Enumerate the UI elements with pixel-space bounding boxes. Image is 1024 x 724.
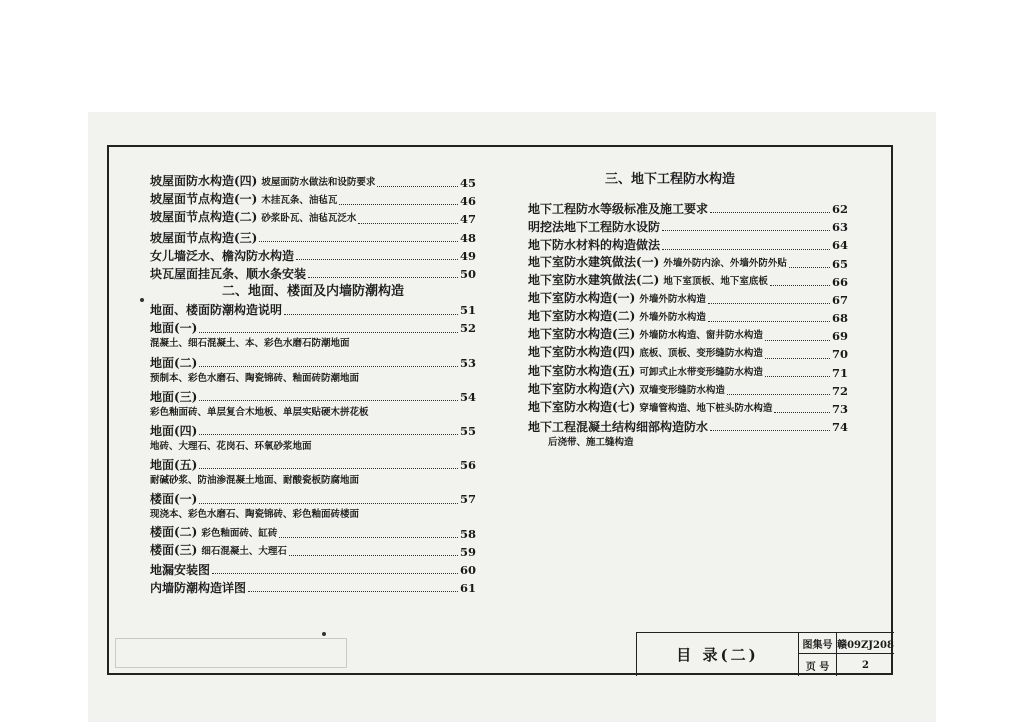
- toc-page-number: 55: [459, 424, 476, 439]
- dot-leader: [199, 503, 458, 504]
- dot-leader: [212, 573, 458, 574]
- title-block-grid: [799, 633, 894, 676]
- atlas-number-label: 图集号: [799, 633, 837, 654]
- dot-leader: [289, 555, 458, 556]
- toc-entry-title-text: 地面(五): [150, 458, 198, 473]
- toc-subentry: 现浇本、彩色水磨石、陶瓷锦砖、彩色釉面砖楼面: [150, 509, 360, 521]
- toc-page-number: 48: [459, 230, 476, 245]
- toc-entry-note: 可卸式止水带变形缝防水构造: [639, 366, 763, 378]
- toc-page-number: 72: [831, 383, 848, 398]
- toc-entry-title: [150, 229, 257, 247]
- toc-page-number: 47: [459, 212, 476, 227]
- toc-entry-title-text: 坡屋面防水构造(四): [150, 173, 258, 188]
- toc-entry: [150, 229, 476, 247]
- toc-page-number: 52: [459, 321, 476, 336]
- toc-subentry: 预制本、彩色水磨石、陶瓷锦砖、釉面砖防潮地面: [150, 372, 360, 384]
- dot-leader: [708, 321, 830, 322]
- toc-entry: [150, 265, 476, 283]
- toc-page-number: 71: [831, 365, 848, 380]
- toc-entry-title-text: 地面(二): [150, 355, 198, 370]
- atlas-number-value: 赣09ZJ208: [837, 633, 894, 654]
- toc-entry-title: [150, 523, 277, 543]
- toc-entry-title-text: 地下室防水构造(六): [528, 381, 636, 396]
- dot-leader: [770, 285, 830, 286]
- toc-entry-title: [150, 208, 356, 228]
- toc-entry-title: [150, 190, 337, 210]
- dot-leader: [662, 230, 830, 231]
- toc-entry-title-text: 地下室防水建筑做法(一): [528, 254, 660, 269]
- dot-leader: [710, 212, 830, 213]
- show-through-ghost: [115, 638, 347, 668]
- toc-subentry: 地砖、大理石、花岗石、环氧砂浆地面: [150, 441, 312, 453]
- toc-page-number: 62: [831, 201, 848, 216]
- toc-entry-title: [528, 380, 725, 400]
- toc-entry-note: 木挂瓦条、油毡瓦: [261, 195, 338, 207]
- toc-entry-title-text: 地下室防水构造(一): [528, 290, 636, 305]
- dot-leader: [199, 400, 458, 401]
- toc-entry-title-text: 地下室防水构造(四): [528, 345, 636, 360]
- toc-entry: [150, 543, 476, 561]
- toc-page-number: 49: [459, 248, 476, 263]
- toc-entry-title: [150, 247, 294, 265]
- toc-page-number: 69: [831, 329, 848, 344]
- toc-subentry: 耐碱砂浆、防油渗混凝土地面、耐酸瓷板防腐地面: [150, 475, 360, 487]
- toc-entry-note: 砂浆卧瓦、油毡瓦泛水: [261, 213, 357, 225]
- toc-page-number: 66: [831, 274, 848, 289]
- toc-page-number: 51: [459, 303, 476, 318]
- dot-leader: [199, 366, 458, 367]
- toc-page-number: 73: [831, 402, 848, 417]
- toc-subentry: 混凝土、细石混凝土、本、彩色水磨石防潮地面: [150, 338, 350, 350]
- toc-page-number: 64: [831, 238, 848, 253]
- toc-entry-note: 双墙变形缝防水构造: [639, 384, 725, 396]
- toc-right-column: [528, 200, 848, 452]
- toc-page-number: 56: [459, 458, 476, 473]
- toc-page-number: 67: [831, 292, 848, 307]
- toc-page-number: 70: [831, 347, 848, 362]
- toc-page-number: 45: [459, 175, 476, 190]
- toc-entry-title-text: 明挖法地下工程防水设防: [528, 220, 661, 235]
- toc-entry: [150, 561, 476, 579]
- toc-entry-title: [528, 289, 706, 309]
- dot-leader: [248, 591, 458, 592]
- toc-entry-title-text: 地面(一): [150, 321, 198, 336]
- toc-entry-title-text: 楼面(一): [150, 492, 198, 507]
- toc-entry-note: 彩色釉面砖、缸砖: [201, 527, 278, 539]
- toc-entry-title-text: 楼面(三): [150, 542, 198, 557]
- toc-entry-title-text: 内墙防潮构造详图: [150, 581, 247, 596]
- toc-page-number: 68: [831, 311, 848, 326]
- dot-leader: [765, 376, 830, 377]
- toc-entry: [528, 400, 848, 418]
- toc-entry-title: [528, 253, 787, 273]
- toc-entry-title-text: 地下工程防水等级标准及施工要求: [528, 201, 709, 216]
- title-block: [636, 632, 894, 676]
- dot-leader: [765, 340, 830, 341]
- toc-page-number: 59: [459, 544, 476, 559]
- toc-entry-title: [150, 265, 306, 283]
- section-heading-underground: 三、地下工程防水构造: [605, 172, 736, 187]
- drawing-title: 目 录(二): [637, 633, 799, 676]
- dot-leader: [296, 259, 458, 260]
- toc-entry-title: [150, 172, 375, 192]
- dot-leader: [339, 204, 458, 205]
- toc-entry-title-text: 地下工程混凝土结构细部构造防水: [528, 420, 709, 435]
- toc-entry-title-text: 坡屋面节点构造(三): [150, 230, 258, 245]
- dot-leader: [308, 277, 458, 278]
- toc-entry-note: 底板、顶板、变形缝防水构造: [639, 348, 763, 360]
- toc-entry-title: [150, 561, 210, 579]
- toc-entry: [150, 579, 476, 597]
- toc-entry-title: [528, 343, 763, 363]
- toc-page-number: 50: [459, 266, 476, 281]
- toc-page-number: 74: [831, 420, 848, 435]
- dot-leader: [259, 241, 458, 242]
- toc-entry-title: [528, 200, 708, 218]
- dot-leader: [199, 332, 458, 333]
- page-number-value: 2: [862, 659, 869, 671]
- toc-entry-title: [528, 398, 772, 418]
- toc-entry-title-text: 地下室防水构造(二): [528, 309, 636, 324]
- toc-entry-title-text: 地下室防水构造(七): [528, 400, 636, 415]
- toc-entry-note: 地下室顶板、地下室底板: [663, 275, 768, 287]
- toc-entry-title-text: 地面、楼面防潮构造说明: [150, 303, 283, 318]
- toc-page-number: 65: [831, 256, 848, 271]
- toc-entry-title: [528, 218, 660, 236]
- dot-leader: [710, 430, 830, 431]
- toc-subentry: 后浇带、施工缝构造: [548, 437, 634, 449]
- toc-entry-title: [528, 271, 768, 291]
- scan-speck: [140, 298, 144, 302]
- section-heading: 二、地面、楼面及内墙防潮构造: [221, 284, 404, 300]
- toc-page-number: 54: [459, 389, 476, 404]
- dot-leader: [284, 314, 458, 315]
- dot-leader: [279, 537, 458, 538]
- toc-page-number: 46: [459, 194, 476, 209]
- toc-page-number: 57: [459, 492, 476, 507]
- toc-page-number: 60: [459, 562, 476, 577]
- toc-entry-title: [528, 362, 763, 382]
- toc-entry-title-text: 地下防水材料的构造做法: [528, 238, 661, 253]
- toc-entry-note: 外墙防水构造、窗井防水构造: [639, 330, 763, 342]
- toc-subentry: 彩色釉面砖、单层复合木地板、单层实贴硬木拼花板: [150, 406, 369, 418]
- toc-entry-title-text: 地下室防水构造(五): [528, 363, 636, 378]
- toc-entry-note: 外墙外防内涂、外墙外防外贴: [663, 257, 787, 269]
- toc-entry: [150, 301, 476, 319]
- dot-leader: [358, 223, 458, 224]
- toc-page-number: 61: [459, 581, 476, 596]
- dot-leader: [662, 249, 830, 250]
- toc-entry-note: 坡屋面防水做法和设防要求: [261, 176, 376, 188]
- toc-entry-note: 细石混凝土、大理石: [201, 545, 287, 557]
- dot-leader: [765, 358, 830, 359]
- toc-entry-title-text: 地漏安装图: [150, 562, 211, 577]
- toc-entry-title-text: 坡屋面节点构造(二): [150, 210, 258, 225]
- toc-left-column: [150, 174, 476, 597]
- toc-entry: [528, 200, 848, 218]
- toc-entry: [150, 210, 476, 228]
- toc-entry-note: 穿墙管构造、地下桩头防水构造: [639, 403, 773, 415]
- dot-leader: [199, 468, 458, 469]
- toc-entry-note: 外墙外防水构造: [639, 293, 706, 305]
- dot-leader: [199, 434, 458, 435]
- toc-entry: [528, 218, 848, 236]
- toc-entry: [150, 247, 476, 265]
- dot-leader: [789, 267, 830, 268]
- dot-leader: [377, 186, 458, 187]
- dot-leader: [708, 303, 830, 304]
- toc-entry-title-text: 女儿墙泛水、檐沟防水构造: [150, 248, 295, 263]
- toc-entry-title: [150, 541, 287, 561]
- toc-entry-title: [528, 325, 763, 345]
- toc-entry-title-text: 地下室防水建筑做法(二): [528, 272, 660, 287]
- scan-speck: [322, 632, 326, 636]
- toc-entry-title-text: 地面(四): [150, 424, 198, 439]
- toc-entry-title-text: 地面(三): [150, 389, 198, 404]
- toc-entry-title: [150, 301, 282, 319]
- toc-entry-note: 外墙外防水构造: [639, 312, 706, 324]
- toc-page-number: 58: [459, 526, 476, 541]
- dot-leader: [774, 412, 830, 413]
- dot-leader: [727, 394, 830, 395]
- toc-entry-title-text: 楼面(二): [150, 524, 198, 539]
- toc-entry-title-text: 地下室防水构造(三): [528, 327, 636, 342]
- toc-entry-title: [528, 307, 706, 327]
- toc-entry-title: [150, 579, 246, 597]
- page-number-label: 页 号: [799, 654, 837, 676]
- toc-page-number: 63: [831, 220, 848, 235]
- toc-entry-title-text: 块瓦屋面挂瓦条、顺水条安装: [150, 266, 307, 281]
- toc-page-number: 53: [459, 355, 476, 370]
- toc-entry-title-text: 坡屋面节点构造(一): [150, 192, 258, 207]
